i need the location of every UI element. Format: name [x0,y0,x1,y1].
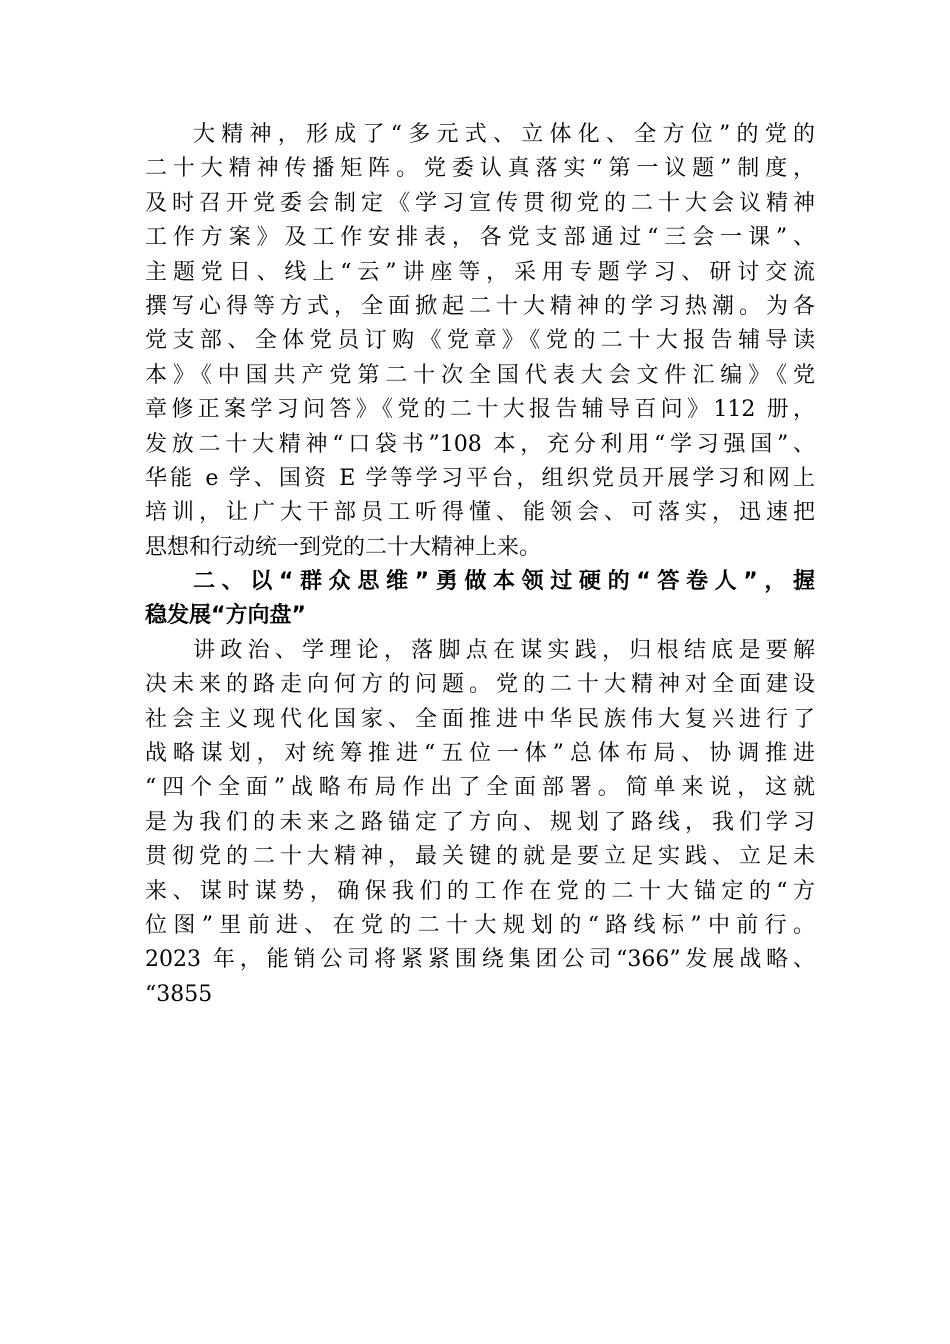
paragraph-line: 来、谋时谋势，确保我们的工作在党的二十大锚定的“方 [145,878,815,904]
paragraph-line: 章修正案学习问答》《党的二十大报告辅导百问》112 册， [145,397,815,423]
paragraph-line: 发放二十大精神“口袋书”108 本，充分利用“学习强国”、 [145,431,815,457]
paragraph-line: 大精神，形成了“多元式、立体化、全方位”的党的 [193,122,815,147]
paragraph-line: 党支部、全体党员订购《党章》《党的二十大报告辅导读 [145,328,815,354]
paragraph-line: 战略谋划，对统筹推进“五位一体”总体布局、协调推进 [145,741,815,767]
heading-line: 二、以“群众思维”勇做本领过硬的“答卷人”，握 [193,569,815,595]
paragraph-line: 主题党日、线上“云”讲座等，采用专题学习、研讨交流 [145,259,815,285]
paragraph-line: 社会主义现代化国家、全面推进中华民族伟大复兴进行了 [145,706,815,732]
paragraph-line: 思想和行动统一到党的二十大精神上来。 [145,534,542,560]
paragraph-line: 是为我们的未来之路锚定了方向、规划了路线，我们学习 [145,809,815,835]
paragraph-line: 华能 e 学、国资 E 学等学习平台，组织党员开展学习和网上 [145,465,815,491]
paragraph-line: 决未来的路走向何方的问题。党的二十大精神对全面建设 [145,672,815,698]
paragraph-strategy [145,634,815,1012]
paragraph-line: 讲政治、学理论，落脚点在谋实践，归根结底是要解 [193,637,815,663]
paragraph-line: “四个全面”战略布局作出了全面部署。简单来说，这就 [145,775,815,801]
paragraph-line: 2023 年，能销公司将紧紧围绕集团公司“366”发展战略、 [145,947,815,973]
section-heading [145,565,815,634]
paragraph-line: 位图”里前进、在党的二十大规划的“路线标”中前行。 [145,912,815,938]
heading-line: 稳发展“方向盘” [145,603,306,629]
paragraph-line: 本》《中国共产党第二十次全国代表大会文件汇编》《党 [145,362,815,388]
paragraph-party-study [145,118,815,565]
paragraph-line: 二十大精神传播矩阵。党委认真落实“第一议题”制度， [145,156,815,182]
paragraph-line: 工作方案》及工作安排表，各党支部通过“三会一课”、 [145,225,815,251]
paragraph-line: “3855 [145,981,213,1007]
paragraph-line: 贯彻党的二十大精神，最关键的就是要立足实践、立足未 [145,844,815,870]
paragraph-line: 及时召开党委会制定《学习宣传贯彻党的二十大会议精神 [145,190,815,216]
paragraph-line: 撰写心得等方式，全面掀起二十大精神的学习热潮。为各 [145,293,815,319]
paragraph-line: 培训，让广大干部员工听得懂、能领会、可落实，迅速把 [145,500,815,526]
document-body [145,118,815,1012]
